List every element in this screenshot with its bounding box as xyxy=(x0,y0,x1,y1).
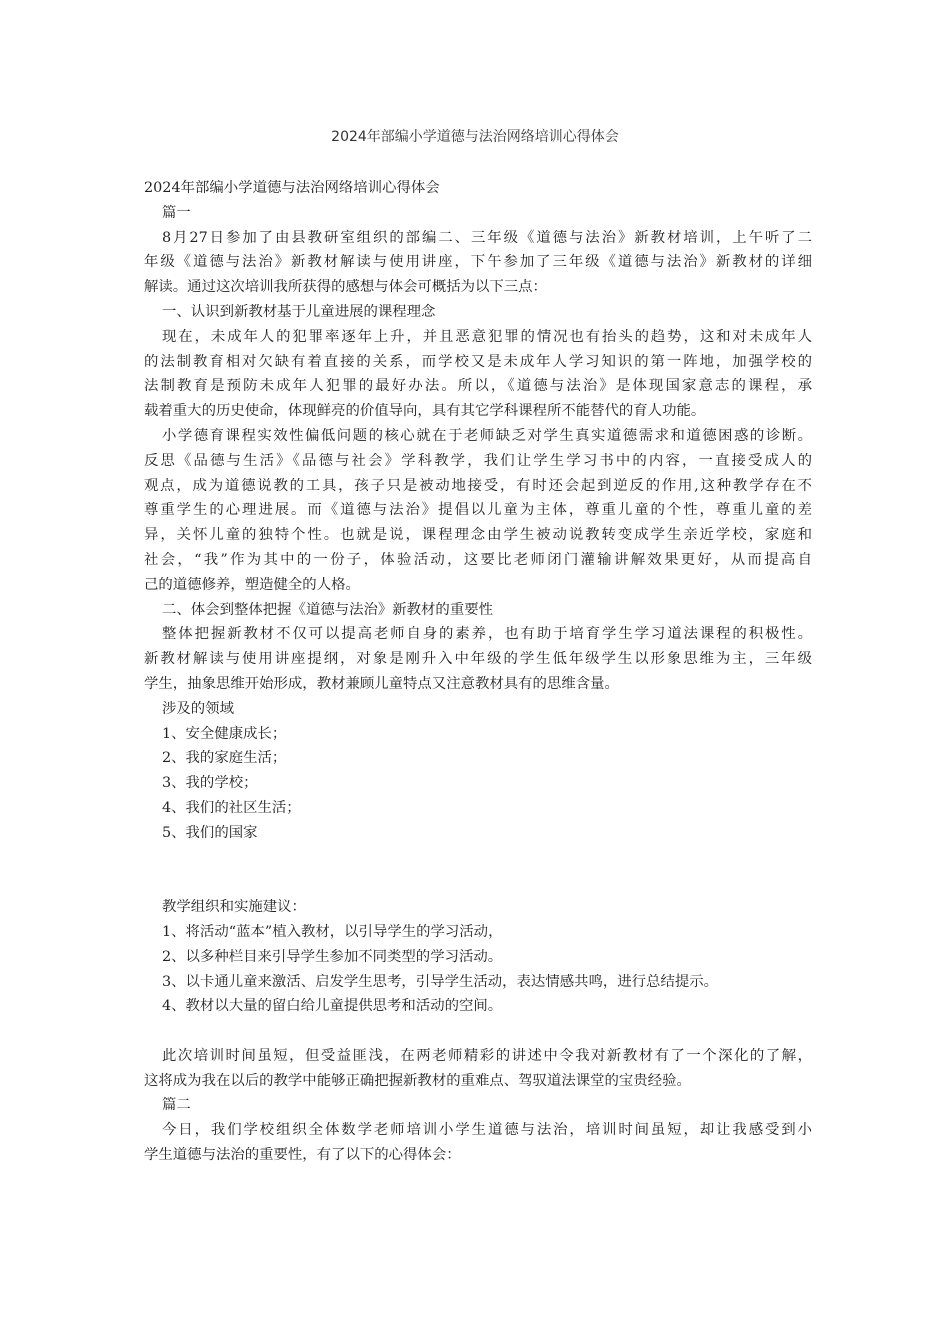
list-item: 1、安全健康成长； xyxy=(162,725,287,742)
paragraph-line: 异，关怀儿童的独特个性。也就是说，课程理念由学生被动说教转变成学生亲近学校，家庭和 xyxy=(144,527,812,544)
spacer xyxy=(144,846,812,896)
list-heading: 教学组织和实施建议： xyxy=(162,899,306,916)
spacer xyxy=(144,1019,812,1044)
list-item: 3、我的学校； xyxy=(162,775,258,792)
list-item: 2、我的家庭生活； xyxy=(162,750,287,767)
paragraph-line: 学生道德与法治的重要性，有了以下的心得体会： xyxy=(144,1147,461,1164)
document-title: 2024年部编小学道德与法治网络培训心得体会 xyxy=(331,129,619,145)
part-heading: 篇二 xyxy=(162,1097,191,1114)
paragraph-line: 载着重大的历史使命，体现鲜亮的价值导向，具有其它学科课程所不能替代的育人功能。 xyxy=(144,403,706,420)
list-item: 3、以卡通儿童来激活、启发学生思考，引导学生活动，表达情感共鸣，进行总结提示。 xyxy=(162,973,719,990)
list-item: 1、将活动“蓝本”植入教材，以引导学生的学习活动， xyxy=(162,923,503,940)
paragraph-line: 今日，我们学校组织全体数学老师培训小学生道德与法治，培训时间虽短，却让我感受到小 xyxy=(162,1122,812,1139)
paragraph-line: 8月27日参加了由县教研室组织的部编二、三年级《道德与法治》新教材培训，上午听了二 xyxy=(162,229,812,246)
document-body xyxy=(144,176,812,1168)
list-item: 2、以多种栏目来引导学生参加不同类型的学习活动。 xyxy=(162,948,503,965)
paragraph-line: 年级《道德与法治》新教材解读与使用讲座，下午参加了三年级《道德与法治》新教材的详细 xyxy=(144,254,812,271)
subtitle: 2024年部编小学道德与法治网络培训心得体会 xyxy=(144,180,440,196)
paragraph-line: 法制教育是预防未成年人犯罪的最好办法。所以，《道德与法治》是体现国家意志的课程，承 xyxy=(144,378,812,395)
part-heading: 篇一 xyxy=(162,204,191,221)
section-heading: 二、体会到整体把握《道德与法治》新教材的重要性 xyxy=(162,601,493,618)
paragraph-line: 社会，“我”作为其中的一份子，体验活动，这要比老师闭门灌输讲解效果更好，从而提高自 xyxy=(144,551,812,568)
paragraph-line: 的法制教育相对欠缺有着直接的关系，而学校又是未成年人学习知识的第一阵地，加强学校的 xyxy=(144,353,812,370)
paragraph-line: 观点，成为道德说教的工具，孩子只是被动地接受，有时还会起到逆反的作用,这种教学存在不 xyxy=(144,477,812,494)
paragraph-line: 此次培训时间虽短，但受益匪浅，在两老师精彩的讲述中令我对新教材有了一个深化的了解， xyxy=(162,1047,812,1064)
list-heading: 涉及的领域 xyxy=(162,700,234,717)
paragraph-line: 小学德育课程实效性偏低问题的核心就在于老师缺乏对学生真实道德需求和道德困惑的诊断。 xyxy=(162,427,812,444)
section-heading: 一、认识到新教材基于儿童进展的课程理念 xyxy=(162,303,436,320)
list-item: 4、教材以大量的留白给儿童提供思考和活动的空间。 xyxy=(162,998,503,1015)
paragraph-line: 这将成为我在以后的教学中能够正确把握新教材的重难点、驾驭道法课堂的宝贵经验。 xyxy=(144,1072,691,1089)
paragraph-line: 尊重学生的心理进展。而《道德与法治》提倡以儿童为主体，尊重儿童的个性，尊重儿童的差 xyxy=(144,502,812,519)
paragraph-line: 己的道德修养，塑造健全的人格。 xyxy=(144,576,360,593)
paragraph-line: 学生，抽象思维开始形成，教材兼顾儿童特点又注意教材具有的思维含量。 xyxy=(144,675,619,692)
paragraph-line: 反思《品德与生活》《品德与社会》学科教学，我们让学生学习书中的内容，一直接受成人的 xyxy=(144,452,812,469)
list-item: 4、我们的社区生活； xyxy=(162,799,301,816)
paragraph-line: 整体把握新教材不仅可以提高老师自身的素养，也有助于培育学生学习道法课程的积极性。 xyxy=(162,626,812,643)
paragraph-line: 现在，未成年人的犯罪率逐年上升，并且恶意犯罪的情况也有抬头的趋势，这和对未成年人 xyxy=(162,328,812,345)
list-item: 5、我们的国家 xyxy=(162,824,258,841)
paragraph-line: 新教材解读与使用讲座提纲，对象是刚升入中年级的学生低年级学生以形象思维为主，三年级 xyxy=(144,651,812,668)
paragraph-line: 解读。通过这次培训我所获得的感想与体会可概括为以下三点： xyxy=(144,279,547,296)
